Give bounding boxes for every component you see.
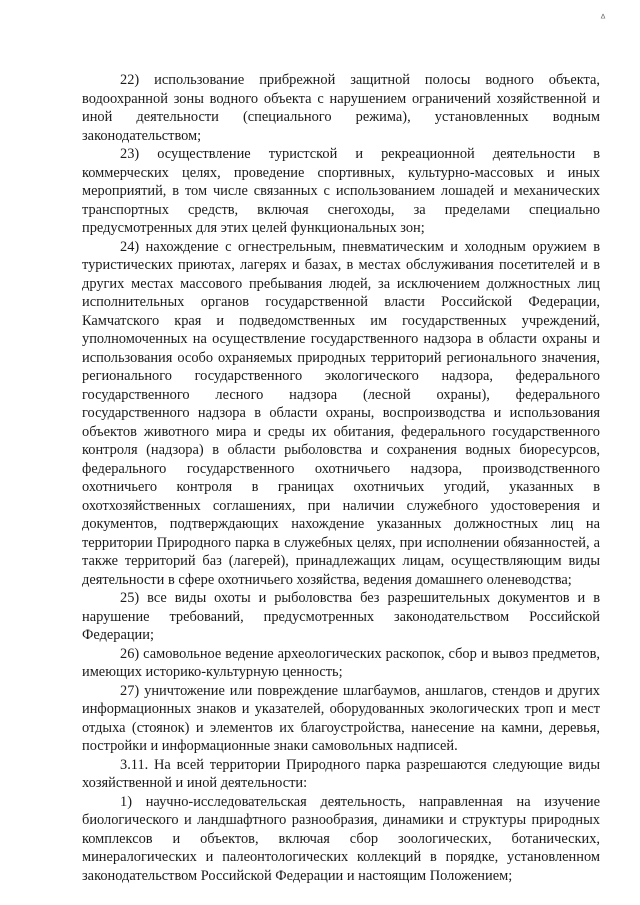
page-corner-mark: ᐞ	[600, 13, 606, 25]
section-text: На всей территории Природного парка разрешаются следующие виды хозяйственной и иной деятельности:	[82, 756, 600, 791]
paragraph-22	[82, 71, 600, 145]
item-number: 24)	[120, 238, 140, 255]
item-number: 22)	[120, 72, 140, 88]
paragraph-23	[82, 145, 600, 238]
document-body	[82, 71, 600, 885]
item-text: научно-исследовательская деятельность, направленная на изучение биологического и ландшафтного разнообразия, динамики и структуры природных комплексов и объектов, включая сбор зоологических, ботанических, минералогических и палеонтологических коллекций в порядке, установленном законодательством Российской Федерации и настоящим Положением;	[82, 793, 600, 884]
paragraph-26	[82, 645, 600, 682]
item-text: использование прибрежной защитной полосы водного объекта, водоохранной зоны водного объекта с нарушением ограничений хозяйственной и иной деятельности (специального режима), установленных водным законодательством;	[82, 72, 600, 144]
paragraph-25	[82, 589, 600, 645]
paragraph-24	[82, 238, 600, 590]
item-number: 27)	[120, 682, 140, 699]
item-text: самовольное ведение археологических раскопок, сбор и вывоз предметов, имеющих историко-культурную ценность;	[82, 645, 600, 680]
item-number: 25)	[120, 590, 140, 606]
paragraph-27	[82, 682, 600, 756]
item-text: осуществление туристской и рекреационной деятельности в коммерческих целях, проведение спортивных, культурно-массовых и иных мероприятий, в том числе связанных с использованием лошадей и механических транспортных средств, включая снегоходы, за пределами специально предусмотренных для этих целей функциональных зон;	[82, 146, 600, 236]
item-number: 1)	[120, 793, 132, 810]
item-text: уничтожение или повреждение шлагбаумов, аншлагов, стендов и других информационных знаков и указателей, оборудованных экологических троп и мест отдыха (стоянок) и элементов их благоустройства, нанесение на камни, деревья, постройки и информационные знаки самовольных надписей.	[82, 682, 600, 754]
item-text: нахождение с огнестрельным, пневматическим и холодным оружием в туристических приютах, лагерях и базах, в местах обслуживания посетителей и в других местах массового пребывания людей, за исключением должностных лиц исполнительных органов государственной власти Российской Федерации, Камчатского края и подведомственных им государственных учреждений, уполномоченных на осуществление государственного надзора в области охраны и использования особо охраняемых природных территорий регионального значения, регионального государственного экологического надзора, федерального государственного лесного надзора (лесной охраны), федерального государственного надзора в области охраны, воспроизводства и использования объектов животного мира и среды их обитания, федерального государственного контроля (надзора) в области рыболовства и сохранения водных биоресурсов, федерального государственного охотничьего надзора, производственного охотничьего контроля в границах охотничьих угодий, указанных в охотхозяйственных соглашениях, при наличии служебного удостоверения и документов, подтверждающих нахождение указанных должностных лиц на территории Природного парка в служебных целях, при исполнении обязанностей, а также территорий баз (лагерей), принадлежащих лицам, осуществляющим виды деятельности в сфере охотничьего хозяйства, ведения домашнего оленеводства;	[82, 238, 600, 588]
item-text: все виды охоты и рыболовства без разрешительных документов и в нарушение требований, предусмотренных законодательством Российской Федерации;	[82, 590, 600, 643]
section-3-11	[82, 756, 600, 793]
item-number: 23)	[120, 146, 140, 162]
item-number: 26)	[120, 645, 140, 662]
paragraph-1	[82, 793, 600, 886]
section-number: 3.11.	[120, 756, 149, 773]
